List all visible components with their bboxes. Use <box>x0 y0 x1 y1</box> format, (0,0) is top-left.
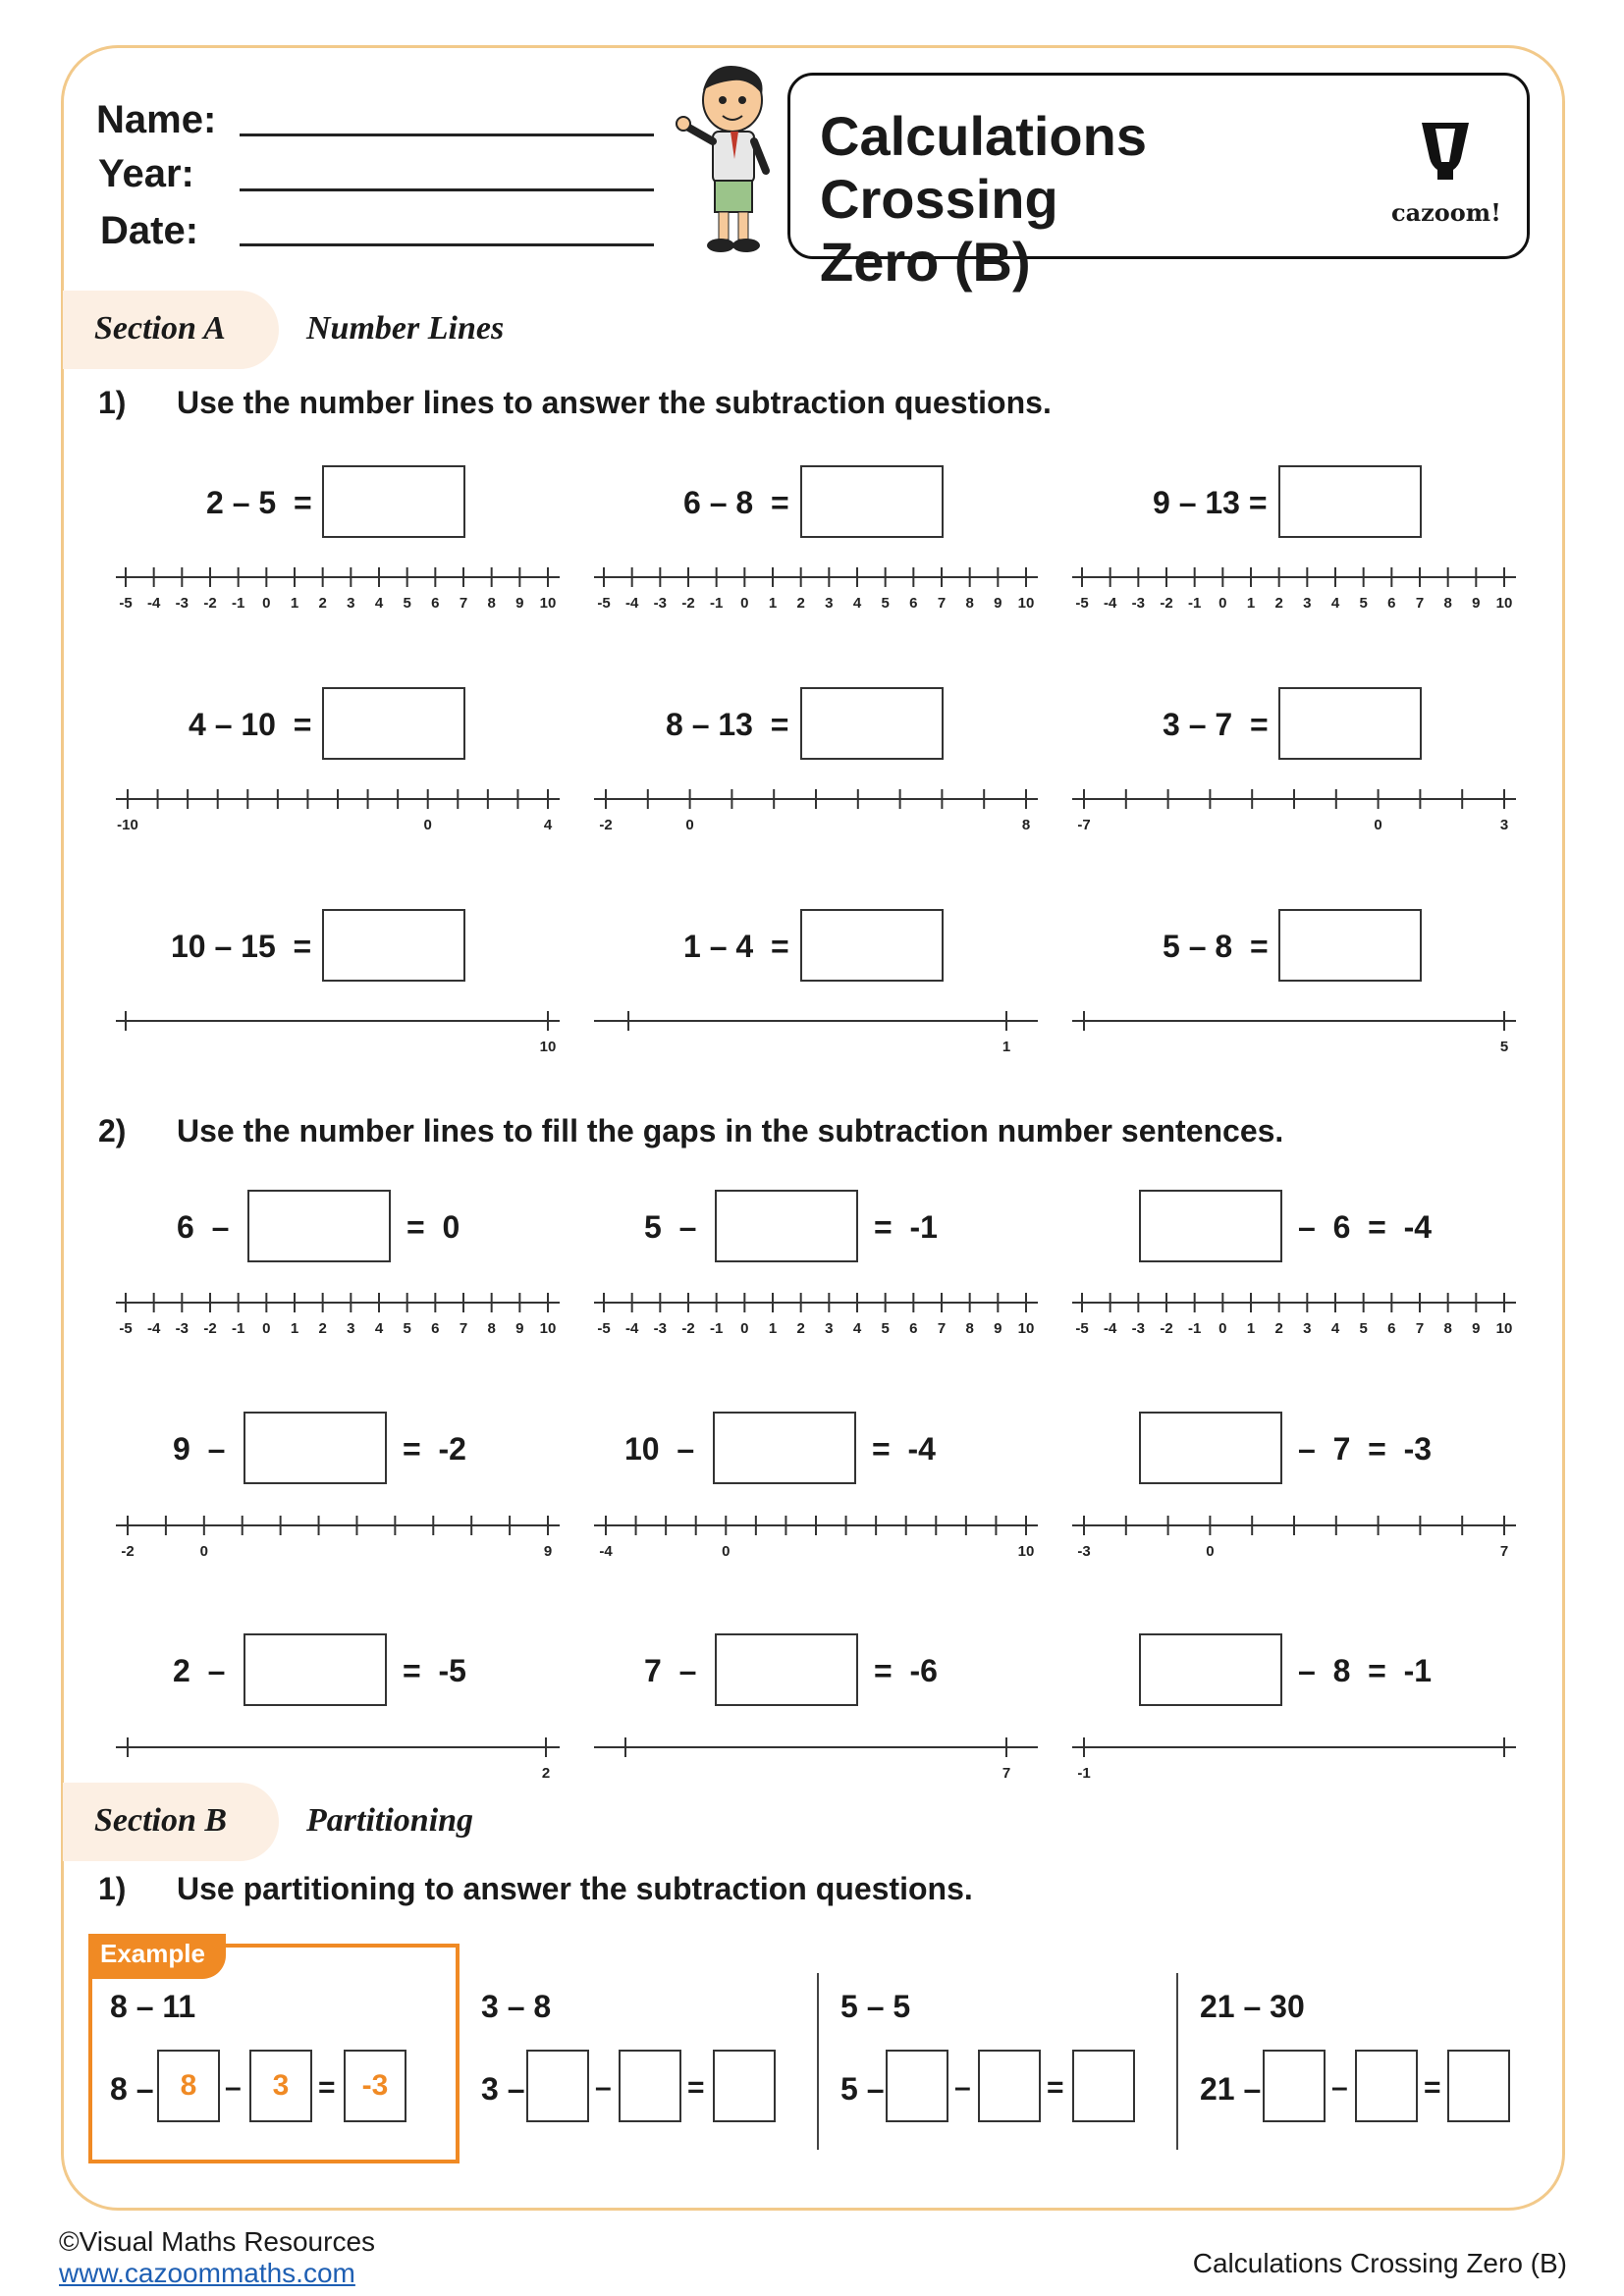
number-line-label: 7 <box>1001 1765 1011 1782</box>
number-line <box>1072 1289 1516 1338</box>
number-line-label: -3 <box>1131 595 1146 612</box>
number-line-label: 9 <box>1472 1320 1481 1337</box>
number-line-label: -3 <box>175 1320 189 1337</box>
answer-box[interactable] <box>1278 687 1422 760</box>
number-line-label: 8 <box>1021 817 1031 833</box>
footer-credit <box>59 2226 375 2289</box>
answer-box[interactable] <box>800 465 944 538</box>
q1-expression: 5 – 8 = <box>1163 929 1269 964</box>
number-line-label: -2 <box>681 595 695 612</box>
minus-sign: – <box>595 2071 612 2104</box>
section-b-label: Section B <box>94 1802 228 1839</box>
gap-sentence-right: = -1 <box>874 1209 938 1245</box>
number-line <box>116 785 560 834</box>
number-line-label: 3 <box>347 1320 355 1337</box>
number-line-label: 0 <box>685 817 694 833</box>
gap-sentence-left: 9 – <box>173 1431 226 1467</box>
number-line-label: -3 <box>175 595 189 612</box>
number-line-label: 5 <box>881 1320 890 1337</box>
number-line-label: 1 <box>1246 595 1256 612</box>
number-line-label: 7 <box>937 595 947 612</box>
number-line-label: -5 <box>597 595 611 612</box>
example-start: 8 – <box>110 2071 154 2107</box>
gap-box[interactable] <box>244 1412 387 1484</box>
number-line <box>1072 1734 1516 1783</box>
title-line-2: Zero (B) <box>820 231 1031 293</box>
example-question: 8 – 11 <box>110 1989 196 2024</box>
number-line-label: 0 <box>1218 1320 1227 1337</box>
number-line-label: 7 <box>937 1320 947 1337</box>
partition-question: 5 – 5 <box>840 1989 911 2024</box>
number-line <box>594 563 1038 613</box>
number-line <box>1072 563 1516 613</box>
number-line-label: 8 <box>487 1320 496 1337</box>
q2-number: 2) <box>98 1113 127 1148</box>
number-line-label: 0 <box>740 595 749 612</box>
number-line-label: 3 <box>1303 595 1312 612</box>
number-line-label: -2 <box>121 1543 135 1560</box>
number-line-label: 3 <box>347 595 355 612</box>
number-line-label: 8 <box>965 595 974 612</box>
column-divider <box>817 1973 819 2150</box>
number-line-label: 0 <box>262 595 271 612</box>
number-line <box>1072 1512 1516 1561</box>
boy-character-illustration <box>672 61 782 257</box>
answer-box[interactable] <box>1278 465 1422 538</box>
number-line-label: 0 <box>1206 1543 1215 1560</box>
number-line-label: -1 <box>1187 595 1202 612</box>
number-line-label: -5 <box>597 1320 611 1337</box>
worksheet-title <box>820 105 1389 294</box>
q1-expression: 4 – 10 = <box>189 707 312 742</box>
number-line-label: -2 <box>599 817 613 833</box>
number-line-label: 4 <box>374 595 384 612</box>
number-line-label: 5 <box>403 595 411 612</box>
number-line-label: 3 <box>1499 817 1509 833</box>
partition-box[interactable] <box>1355 2050 1418 2122</box>
date-label: Date: <box>100 209 199 252</box>
number-line-label: 5 <box>881 595 890 612</box>
partition-box[interactable] <box>619 2050 681 2122</box>
gap-sentence-left: 2 – <box>173 1653 226 1688</box>
number-line-label: 9 <box>994 1320 1002 1337</box>
number-line <box>1072 785 1516 834</box>
number-line-label: 3 <box>825 1320 834 1337</box>
number-line-label: 6 <box>1387 1320 1396 1337</box>
number-line-label: 4 <box>852 1320 862 1337</box>
number-line-label: 4 <box>1330 1320 1340 1337</box>
number-line-label: -1 <box>231 1320 245 1337</box>
q1-expression: 3 – 7 = <box>1163 707 1269 742</box>
number-line <box>116 1512 560 1561</box>
number-line <box>116 1289 560 1338</box>
number-line-label: -2 <box>203 595 217 612</box>
number-line-label: -2 <box>1160 1320 1173 1337</box>
number-line-label: 6 <box>431 1320 440 1337</box>
number-line-label: 0 <box>740 1320 749 1337</box>
q1-number: 1) <box>98 385 127 420</box>
number-line-label: 10 <box>539 1320 557 1337</box>
number-line-label: 0 <box>722 1543 731 1560</box>
partition-answer-box[interactable] <box>713 2050 776 2122</box>
gap-sentence-right: – 6 = -4 <box>1298 1209 1433 1245</box>
answer-box[interactable] <box>322 687 465 760</box>
equals-sign: = <box>687 2071 705 2104</box>
year-label: Year: <box>98 152 194 195</box>
number-line-label: 4 <box>1330 595 1340 612</box>
q1-expression: 10 – 15 = <box>171 929 312 964</box>
cazoom-logo <box>1391 119 1499 227</box>
number-line-label: 5 <box>1359 595 1368 612</box>
number-line <box>594 785 1038 834</box>
number-line-label: 9 <box>1472 595 1481 612</box>
gap-box[interactable] <box>1139 1190 1282 1262</box>
section-b-title: Partitioning <box>306 1802 474 1839</box>
section-a-title: Number Lines <box>306 310 505 347</box>
number-line-label: 3 <box>1303 1320 1312 1337</box>
number-line-label: 0 <box>199 1543 208 1560</box>
title-line-1: Calculations Crossing <box>820 105 1147 230</box>
number-line-label: -4 <box>599 1543 613 1560</box>
number-line-label: -2 <box>1160 595 1173 612</box>
number-line-label: -10 <box>117 817 138 833</box>
number-line-label: 1 <box>768 1320 778 1337</box>
number-line-label: -1 <box>709 595 724 612</box>
example-partition-box: 8 <box>157 2050 220 2122</box>
number-line-label: 3 <box>825 595 834 612</box>
example-answer-box: -3 <box>344 2050 406 2122</box>
q1-expression: 9 – 13 = <box>1153 485 1268 520</box>
section-a-label: Section A <box>94 310 226 347</box>
q1-expression: 1 – 4 = <box>683 929 789 964</box>
number-line-label: 2 <box>796 1320 805 1337</box>
number-line-label: -3 <box>1131 1320 1146 1337</box>
number-line-label: 8 <box>1443 595 1452 612</box>
number-line-label: 0 <box>262 1320 271 1337</box>
partition-box[interactable] <box>978 2050 1041 2122</box>
number-line-label: 9 <box>543 1543 553 1560</box>
number-line-label: 8 <box>965 1320 974 1337</box>
gap-sentence-right: = -5 <box>403 1653 466 1688</box>
gap-box[interactable] <box>247 1190 391 1262</box>
q1-text: Use the number lines to answer the subtraction questions. <box>177 385 1052 420</box>
example-partition-box: 3 <box>249 2050 312 2122</box>
example-tab: Example <box>88 1934 226 1979</box>
answer-box[interactable] <box>322 465 465 538</box>
number-line-label: 10 <box>539 595 557 612</box>
number-line-label: 5 <box>403 1320 411 1337</box>
number-line <box>594 1007 1038 1056</box>
partition-start: 3 – <box>481 2071 525 2107</box>
number-line-label: -1 <box>709 1320 724 1337</box>
q1-expression: 2 – 5 = <box>206 485 312 520</box>
number-line-label: -4 <box>146 1320 161 1337</box>
number-line-label: -4 <box>624 595 639 612</box>
partition-start: 5 – <box>840 2071 885 2107</box>
number-line-label: 8 <box>487 595 496 612</box>
number-line-label: 1 <box>1001 1039 1011 1055</box>
name-label: Name: <box>96 98 217 141</box>
q1-expression: 6 – 8 = <box>683 485 789 520</box>
number-line-label: 5 <box>1359 1320 1368 1337</box>
partition-box[interactable] <box>526 2050 589 2122</box>
minus-sign: – <box>1331 2071 1348 2104</box>
section-a-tab <box>63 291 279 369</box>
gap-sentence-left: 7 – <box>644 1653 697 1688</box>
number-line-label: -1 <box>1187 1320 1202 1337</box>
number-line <box>116 563 560 613</box>
number-line-label: -5 <box>119 1320 133 1337</box>
number-line-label: -4 <box>146 595 161 612</box>
number-line-label: -4 <box>1103 1320 1117 1337</box>
number-line-label: 0 <box>1374 817 1382 833</box>
b-q1-text: Use partitioning to answer the subtraction questions. <box>177 1871 973 1906</box>
number-line-label: -2 <box>681 1320 695 1337</box>
number-line-label: 6 <box>909 595 918 612</box>
number-line-label: -4 <box>624 1320 639 1337</box>
number-line-label: -5 <box>1075 1320 1089 1337</box>
number-line-label: 7 <box>1415 1320 1425 1337</box>
equals-sign: = <box>1047 2071 1064 2104</box>
number-line-label: 2 <box>1274 1320 1283 1337</box>
number-line-label: -5 <box>1075 595 1089 612</box>
partition-question: 21 – 30 <box>1200 1989 1305 2024</box>
number-line-label: 6 <box>909 1320 918 1337</box>
number-line <box>116 1007 560 1056</box>
copyright-text: ©Visual Maths Resources <box>59 2226 376 2257</box>
number-line-label: 9 <box>515 1320 524 1337</box>
number-line-label: -1 <box>1077 1765 1091 1782</box>
gap-sentence-right: = -2 <box>403 1431 466 1467</box>
minus-sign: – <box>225 2071 242 2104</box>
footer-title: Calculations Crossing Zero (B) <box>1192 2248 1567 2278</box>
number-line-label: 1 <box>768 595 778 612</box>
number-line-label: 7 <box>459 1320 468 1337</box>
number-line-label: 4 <box>852 595 862 612</box>
number-line-label: 2 <box>1274 595 1283 612</box>
number-line-label: 1 <box>1246 1320 1256 1337</box>
number-line-label: -3 <box>1077 1543 1091 1560</box>
number-line-label: 9 <box>994 595 1002 612</box>
q1-expression: 8 – 13 = <box>666 707 789 742</box>
number-line-label: 9 <box>515 595 524 612</box>
number-line <box>594 1734 1038 1783</box>
number-line <box>1072 1007 1516 1056</box>
number-line <box>116 1734 560 1783</box>
logo-text: cazoom! <box>1391 198 1501 227</box>
date-line[interactable] <box>240 243 654 246</box>
gap-sentence-left: 10 – <box>624 1431 695 1467</box>
number-line-label: 1 <box>290 595 299 612</box>
number-line-label: 0 <box>1218 595 1227 612</box>
column-divider <box>1176 1973 1178 2150</box>
partition-answer-box[interactable] <box>1072 2050 1135 2122</box>
number-line-label: 10 <box>1017 1543 1035 1560</box>
number-line-label: -3 <box>653 1320 668 1337</box>
gap-box[interactable] <box>715 1633 858 1706</box>
gap-box[interactable] <box>713 1412 856 1484</box>
number-line-label: 6 <box>1387 595 1396 612</box>
gap-sentence-right: = 0 <box>406 1209 460 1245</box>
partition-answer-box[interactable] <box>1447 2050 1510 2122</box>
partition-box[interactable] <box>886 2050 948 2122</box>
number-line-label: 2 <box>318 595 327 612</box>
number-line-label: 8 <box>1443 1320 1452 1337</box>
name-line[interactable] <box>240 133 654 136</box>
number-line-label: -5 <box>119 595 133 612</box>
gap-sentence-right: – 7 = -3 <box>1298 1431 1433 1467</box>
number-line-label: -4 <box>1103 595 1117 612</box>
number-line <box>594 1512 1038 1561</box>
number-line-label: 1 <box>290 1320 299 1337</box>
gap-box[interactable] <box>1139 1633 1282 1706</box>
trophy-icon <box>1416 119 1475 187</box>
partition-start: 21 – <box>1200 2071 1262 2107</box>
number-line-label: -3 <box>653 595 668 612</box>
q2-text: Use the number lines to fill the gaps in the subtraction number sentences. <box>177 1113 1284 1148</box>
number-line-label: 6 <box>431 595 440 612</box>
number-line-label: -7 <box>1077 817 1091 833</box>
number-line-label: 4 <box>543 817 553 833</box>
number-line-label: 0 <box>423 817 432 833</box>
number-line <box>594 1289 1038 1338</box>
equals-sign: = <box>318 2071 336 2104</box>
gap-sentence-left: 5 – <box>644 1209 697 1245</box>
number-line-label: 10 <box>1017 1320 1035 1337</box>
number-line-label: -1 <box>231 595 245 612</box>
website-link[interactable]: www.cazoommaths.com <box>59 2258 355 2288</box>
number-line-label: 10 <box>1017 595 1035 612</box>
title-box <box>787 73 1530 293</box>
gap-box[interactable] <box>1139 1412 1282 1484</box>
answer-box[interactable] <box>322 909 465 982</box>
number-line-label: 2 <box>541 1765 551 1782</box>
gap-sentence-left: 6 – <box>177 1209 230 1245</box>
partition-box[interactable] <box>1263 2050 1326 2122</box>
gap-sentence-right: = -6 <box>874 1653 938 1688</box>
partition-question: 3 – 8 <box>481 1989 552 2024</box>
gap-sentence-right: – 8 = -1 <box>1298 1653 1433 1688</box>
equals-sign: = <box>1424 2071 1441 2104</box>
answer-box[interactable] <box>1278 909 1422 982</box>
section-b-tab <box>63 1783 279 1861</box>
number-line-label: 10 <box>539 1039 557 1055</box>
number-line-label: 5 <box>1499 1039 1509 1055</box>
b-q1-number: 1) <box>98 1871 127 1906</box>
number-line-label: 7 <box>459 595 468 612</box>
answer-box[interactable] <box>800 687 944 760</box>
answer-box[interactable] <box>800 909 944 982</box>
gap-box[interactable] <box>715 1190 858 1262</box>
year-line[interactable] <box>240 188 654 191</box>
number-line-label: 4 <box>374 1320 384 1337</box>
gap-box[interactable] <box>244 1633 387 1706</box>
gap-sentence-right: = -4 <box>872 1431 936 1467</box>
number-line-label: 7 <box>1415 595 1425 612</box>
number-line-label: 2 <box>796 595 805 612</box>
number-line-label: 7 <box>1499 1543 1509 1560</box>
number-line-label: -2 <box>203 1320 217 1337</box>
number-line-label: 10 <box>1495 1320 1513 1337</box>
number-line-label: 2 <box>318 1320 327 1337</box>
number-line-label: 10 <box>1495 595 1513 612</box>
minus-sign: – <box>954 2071 971 2104</box>
